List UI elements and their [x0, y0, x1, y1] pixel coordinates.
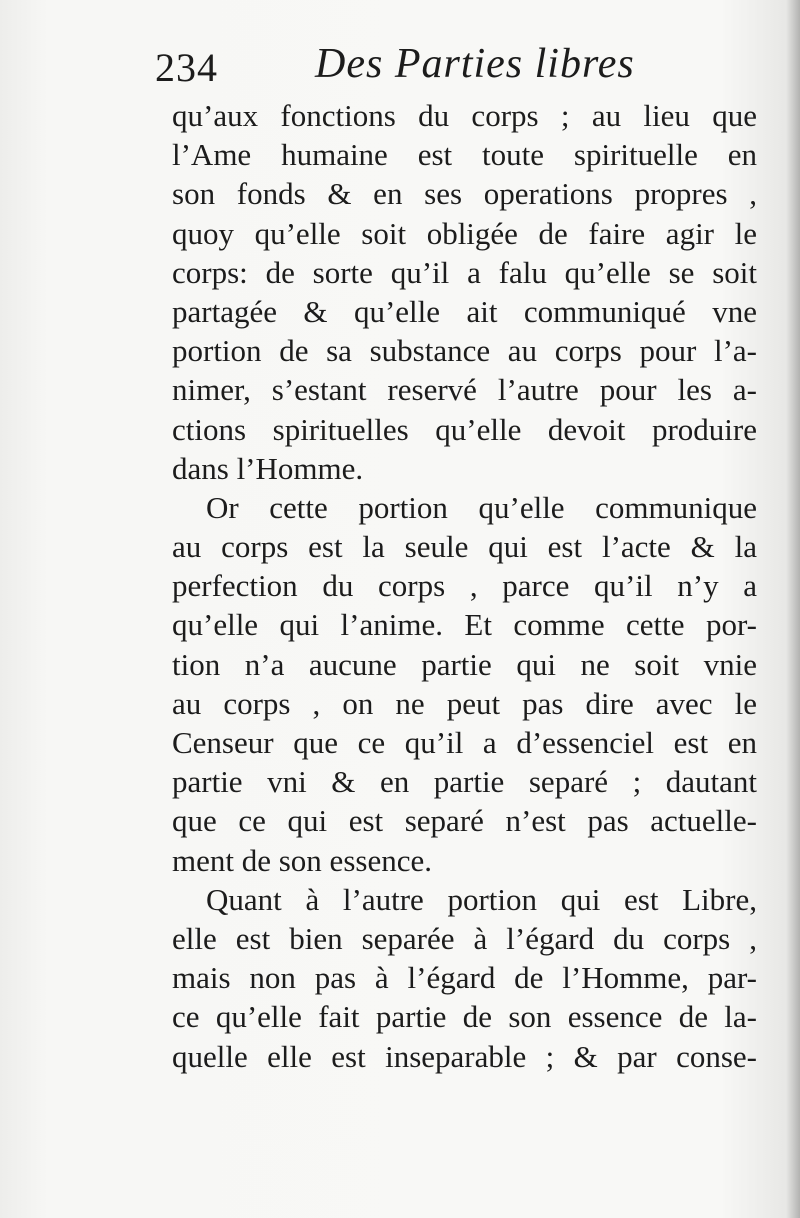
text-line: dans l’Homme.	[172, 450, 364, 486]
text-line: son fonds & en ses operations propres ,	[172, 176, 757, 212]
text-line: mais non pas à l’égard de l’Homme, par-	[172, 960, 757, 996]
text-line: corps: de sorte qu’il a falu qu’elle se soit	[172, 254, 757, 290]
text-line: nimer, s’estant reservé l’autre pour les a-	[172, 372, 757, 408]
text-line: quoy qu’elle soit obligée de faire agir le	[172, 215, 757, 251]
text-line: perfection du corps , parce qu’il n’y a	[172, 568, 757, 604]
text-line: Censeur que ce qu’il a d’essenciel est en	[172, 725, 757, 760]
text-line: ctions spirituelles qu’elle devoit produire	[172, 411, 757, 447]
text-line: ment de son essence.	[172, 842, 432, 878]
body-text	[172, 96, 757, 1076]
text-line: Or cette portion qu’elle communique	[206, 489, 757, 525]
text-line: ce qu’elle fait partie de son essence de la-	[172, 999, 757, 1035]
text-line: partagée & qu’elle ait communiqué vne	[172, 293, 757, 329]
page-edge-shadow	[786, 0, 800, 1218]
page-number: 234	[155, 45, 218, 90]
text-line: que ce qui est separé n’est pas actuelle-	[172, 803, 757, 839]
running-head	[155, 36, 755, 96]
text-line: au corps , on ne peut pas dire avec le	[172, 685, 757, 721]
text-line: Quant à l’autre portion qui est Libre,	[206, 881, 757, 917]
text-line: tion n’a aucune partie qui ne soit vnie	[172, 646, 757, 682]
text-line: portion de sa substance au corps pour l’a-	[172, 333, 757, 369]
text-line: qu’elle qui l’anime. Et comme cette por-	[172, 607, 757, 643]
running-title: Des Parties libres	[315, 41, 635, 87]
text-line: l’Ame humaine est toute spirituelle en	[172, 137, 757, 173]
text-line: au corps est la seule qui est l’acte & la	[172, 529, 757, 565]
text-line: quelle elle est inseparable ; & par conse-	[172, 1038, 757, 1074]
text-line: elle est bien separée à l’égard du corps ,	[172, 920, 757, 956]
text-line: partie vni & en partie separé ; dautant	[172, 764, 757, 800]
text-line: qu’aux fonctions du corps ; au lieu que	[172, 98, 757, 133]
